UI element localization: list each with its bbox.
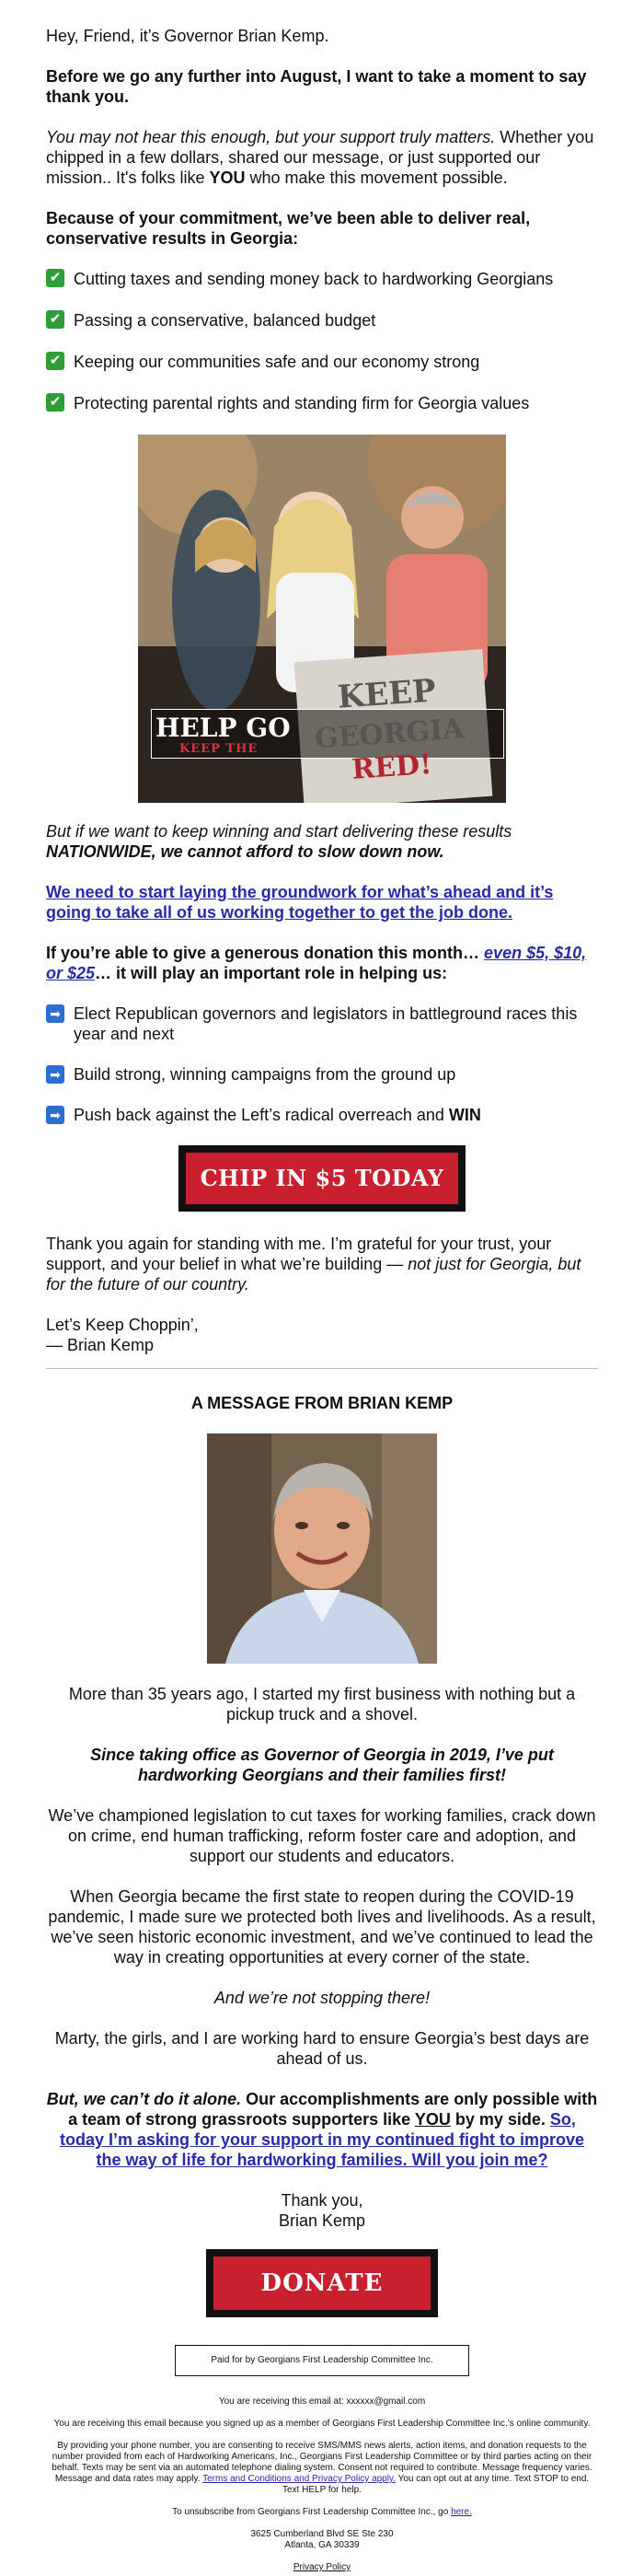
address-line-1: 3625 Cumberland Blvd SE Ste 230	[250, 2529, 394, 2539]
footer	[46, 2345, 598, 2573]
intro-thank-you	[46, 66, 598, 107]
thanks-paragraph	[46, 1234, 598, 1294]
groundwork-link[interactable]: We need to start laying the groundwork for what’s ahead and it’s going to take all of us working together to get the job done.	[46, 883, 554, 922]
support-text-2: who make this movement possible.	[245, 168, 508, 187]
donate-button[interactable]: DONATE	[206, 2249, 438, 2317]
greeting: Hey, Friend, it’s Governor Brian Kemp.	[46, 27, 329, 45]
check-item	[46, 352, 598, 372]
check-mark-icon: ✔	[46, 269, 64, 287]
check-item-text: Passing a conservative, balanced budget	[74, 311, 376, 330]
unsubscribe-link[interactable]: here.	[451, 2507, 472, 2517]
message-p7	[46, 2089, 598, 2170]
join-me-link[interactable]: So, today I’m asking for your support in my continued fight to improve the way of life for hardworking families. Will you join me?	[59, 2110, 585, 2169]
results-heading-text: Because of your commitment, we’ve been able to deliver real, conservative results in Georgia:	[46, 209, 531, 248]
check-item	[46, 269, 598, 289]
message-p1: More than 35 years ago, I started my first business with nothing but a pickup truck and a shovel.	[68, 1685, 576, 1723]
arrow-item-text: Build strong, winning campaigns from the ground up	[74, 1065, 456, 1084]
intro-bold: Before we go any further into August, I want to take a moment to say thank you.	[46, 67, 587, 106]
closing-line-2: Brian Kemp	[278, 2211, 366, 2230]
keep-winning-text: But if we want to keep winning and start delivering these results	[46, 822, 512, 841]
sms-text-1: By providing your phone number, you are consenting to receive SMS/MMS news alerts, action items, and donation requests to the number provided from each of Hardworking Americans, Inc., Georgians First Leadership Committee or by third parties acting on their behalf. Texts may be sent via an automated telephone dialing system. Consent not required to contribute. Message frequency varies. Message and data rates may apply.	[52, 2441, 592, 2484]
donate-container	[46, 2249, 598, 2317]
signoff-line-1: Let’s Keep Choppin’,	[46, 1316, 199, 1334]
thanks-italic: not just for Georgia, but for the future of our country.	[46, 1255, 581, 1294]
donation-lead: If you’re able to give a generous donation this month…	[46, 944, 485, 962]
signoff-line-2: — Brian Kemp	[46, 1336, 155, 1354]
hero-sign-line2: GEORGIA	[314, 713, 466, 756]
hero-sign-line3: RED!	[351, 748, 433, 786]
check-item-text: Keeping our communities safe and our economy strong	[74, 353, 480, 371]
paid-for-box: Paid for by Georgians First Leadership Committee Inc.	[175, 2345, 469, 2376]
hero-banner-line1: HELP GO	[155, 713, 291, 743]
support-text-1: Whether you chipped in a few dollars, shared our message, or just supported our mission.. It's folks like	[46, 128, 594, 187]
kemp-portrait	[207, 1433, 437, 1664]
arrow-item	[46, 1064, 598, 1085]
footer-sms-disclaimer	[46, 2441, 598, 2496]
support-italic: You may not hear this enough, but your support truly matters.	[46, 128, 496, 146]
hero-photo[interactable]	[138, 435, 506, 803]
message-closing	[46, 2190, 598, 2231]
check-item-text: Cutting taxes and sending money back to hardworking Georgians	[74, 270, 554, 288]
message-p7-text-2: by my side.	[450, 2110, 550, 2129]
unsubscribe-text: To unsubscribe from Georgians First Leadership Committee Inc., go	[172, 2507, 452, 2517]
closing-line-1: Thank you,	[281, 2191, 363, 2210]
support-paragraph	[46, 127, 598, 188]
terms-link[interactable]: Terms and Conditions and Privacy Policy apply.	[202, 2474, 397, 2484]
footer-address	[46, 2529, 598, 2551]
message-section	[46, 1393, 598, 2317]
cta-container	[46, 1145, 598, 1212]
support-you: YOU	[209, 168, 246, 187]
right-arrow-icon: ➡	[46, 1106, 64, 1124]
thanks-text: Thank you again for standing with me. I’m grateful for your trust, your support, and your belief in what we’re building —	[46, 1235, 552, 1273]
arrow-item	[46, 1004, 598, 1044]
footer-email-line: You are receiving this email at: xxxxxx@gmail.com	[218, 2396, 426, 2407]
arrow-item	[46, 1105, 598, 1125]
arrow-item-text: Elect Republican governors and legislators in battleground races this year and next	[74, 1004, 578, 1043]
donation-amounts-link[interactable]: even $5, $10, or $25	[46, 944, 587, 982]
message-p3: We’ve championed legislation to cut taxes for working families, crack down on crime, end human trafficking, reform foster care and adoption, and support our students and educators.	[48, 1806, 596, 1865]
footer-privacy	[46, 2562, 598, 2573]
footer-signup-line: You are receiving this email because you signed up as a member of Georgians First Leadership Committee Inc.'s online community.	[53, 2419, 591, 2429]
check-list	[46, 269, 598, 413]
keep-winning-bold: NATIONWIDE, we cannot afford to slow down now.	[46, 842, 444, 861]
address-line-2: Atlanta, GA 30339	[284, 2540, 360, 2550]
check-mark-icon: ✔	[46, 310, 64, 329]
hero-banner-line2: KEEP THE	[179, 742, 259, 756]
signoff	[46, 1315, 598, 1355]
check-item	[46, 393, 598, 413]
message-p6: Marty, the girls, and I are working hard to ensure Georgia’s best days are ahead of us.	[54, 2029, 590, 2068]
win-bold: WIN	[448, 1106, 481, 1124]
check-item	[46, 310, 598, 331]
check-item-text: Protecting parental rights and standing firm for Georgia values	[74, 394, 530, 412]
right-arrow-icon: ➡	[46, 1065, 64, 1084]
message-p4: When Georgia became the first state to reopen during the COVID-19 pandemic, I made sure we protected both lives and livelihoods. As a result, we’ve seen historic economic investment, and we’ve continued to lead the way in creating opportunities at every corner of the state.	[48, 1887, 596, 1967]
keep-winning	[46, 821, 598, 862]
message-p7-text-1: Our accomplishments are only possible with a team of strong grassroots supporters like	[68, 2090, 598, 2129]
footer-unsubscribe	[46, 2507, 598, 2518]
section-divider	[46, 1368, 598, 1369]
check-mark-icon: ✔	[46, 393, 64, 412]
check-mark-icon: ✔	[46, 352, 64, 370]
results-heading	[46, 208, 598, 249]
donation-tail: … it will play an important role in helping us:	[95, 964, 448, 982]
arrow-list	[46, 1004, 598, 1125]
arrow-item-text: Push back against the Left’s radical overreach and WIN	[74, 1106, 481, 1124]
privacy-policy-link[interactable]: Privacy Policy	[293, 2562, 351, 2572]
sms-text-2: You can opt out at any time. Text STOP to end. Text HELP for help.	[282, 2474, 590, 2495]
hero-sign-line1: KEEP	[336, 672, 438, 716]
message-p5: And we’re not stopping there!	[213, 1989, 431, 2007]
right-arrow-icon: ➡	[46, 1004, 64, 1023]
message-p2: Since taking office as Governor of Georgia in 2019, I’ve put hardworking Georgians and their families first!	[90, 1746, 554, 1784]
message-p7-you: YOU	[414, 2110, 451, 2129]
groundwork-paragraph	[46, 882, 598, 922]
email-body	[46, 0, 598, 1355]
chip-in-button[interactable]: CHIP IN $5 TODAY	[178, 1145, 466, 1212]
donation-ask	[46, 943, 598, 983]
portrait-illustration	[207, 1433, 437, 1664]
message-p7-italic: But, we can’t do it alone.	[46, 2090, 242, 2108]
hero-sign	[298, 670, 480, 791]
message-heading: A MESSAGE FROM BRIAN KEMP	[190, 1394, 454, 1412]
